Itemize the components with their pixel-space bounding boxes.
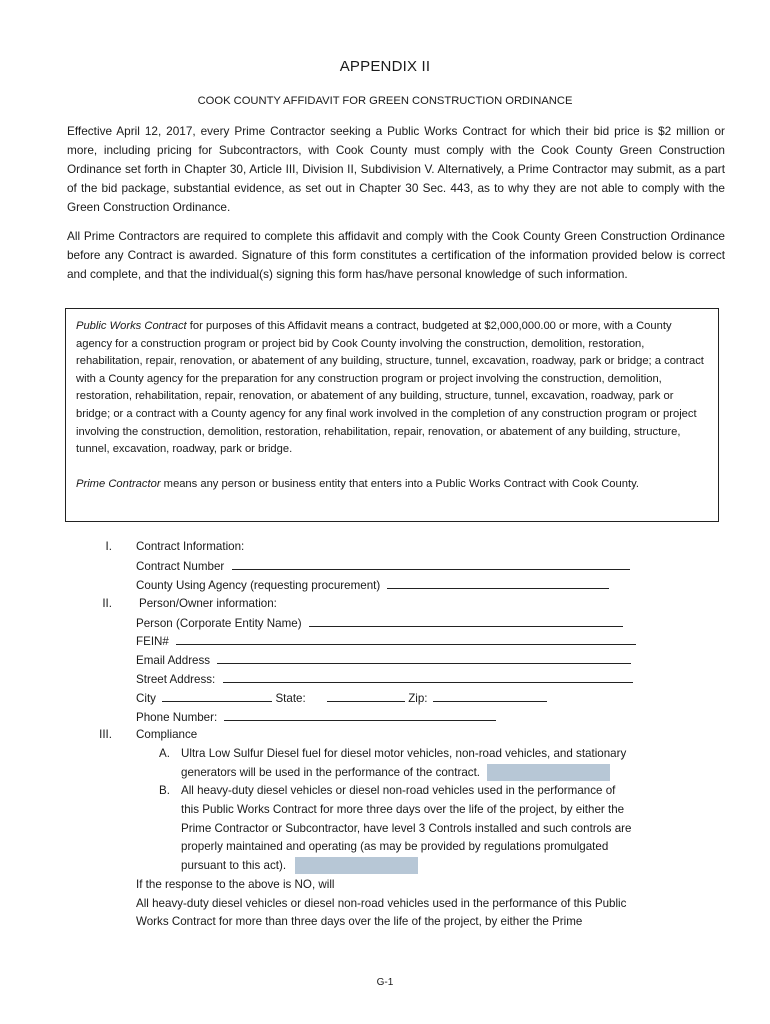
section-2-heading: Person/Owner information: <box>139 597 277 610</box>
page-number: G-1 <box>376 977 394 988</box>
definition-public-works-contract <box>76 318 708 459</box>
item-a-letter: A. <box>159 747 170 760</box>
street-label: Street Address: <box>136 673 216 686</box>
item-a-row-2 <box>181 763 610 782</box>
city-label: City <box>136 692 156 705</box>
person-label: Person (Corporate Entity Name) <box>136 617 302 630</box>
section-3-numeral: III. <box>99 728 112 741</box>
item-b-row-5 <box>181 856 418 875</box>
definition-term-public-works-contract: Public Works Contract <box>76 320 187 332</box>
definition-text-public-works-contract: for purposes of this Affidavit means a contract, budgeted at $2,000,000.00 or more, with a County agency for a construction program or project bid by Cook County involving the construction, demolition, restoration, rehabilitation, repair, renovation, or abatement of any building, structure, tunnel, excavation, roadway, park or bridge; a contract with a County agency for the preparation for any construction program or project involving the construction, demolition, restoration, rehabilitation, repair, renovation, or abatement of any building, structure, tunnel, excavation, roadway, park or bridge; or a contract with a County agency for any final work involved in the completion of any construction program or project involving the construction, demolition, restoration, rehabilitation, repair, renovation, or abatement of any building, structure, tunnel, excavation, roadway, park or bridge. <box>76 320 704 456</box>
section-1-numeral: I. <box>105 540 112 553</box>
section-3-heading: Compliance <box>136 728 198 741</box>
followup-text-2: All heavy-duty diesel vehicles or diesel non-road vehicles used in the performance of this Public <box>136 897 627 910</box>
item-b-row-2 <box>181 800 624 819</box>
contract-number-label: Contract Number <box>136 560 225 573</box>
section-2-numeral: II. <box>102 597 112 610</box>
contract-number-field[interactable] <box>232 556 630 570</box>
agency-label: County Using Agency (requesting procurement) <box>136 579 381 592</box>
followup-row-1 <box>136 875 334 894</box>
item-b-letter: B. <box>159 784 170 797</box>
email-row <box>136 650 631 669</box>
street-field[interactable] <box>223 669 633 683</box>
city-field[interactable] <box>162 688 272 702</box>
definition-term-prime-contractor: Prime Contractor <box>76 477 161 490</box>
item-b-text-4: properly maintained and operating (as may be provided by regulations promulgated <box>181 840 609 853</box>
person-field[interactable] <box>309 613 623 627</box>
item-a-text-1: Ultra Low Sulfur Diesel fuel for diesel motor vehicles, non-road vehicles, and stationary <box>181 747 627 760</box>
section-1-heading: Contract Information: <box>136 540 245 553</box>
item-b-text-1: All heavy-duty diesel vehicles or diesel non-road vehicles used in the performance of <box>181 784 616 797</box>
zip-field[interactable] <box>433 688 547 702</box>
definition-prime-contractor <box>76 476 708 494</box>
agency-row <box>136 575 609 594</box>
state-label: State: <box>275 692 306 705</box>
fein-label: FEIN# <box>136 635 169 648</box>
email-field[interactable] <box>217 650 631 664</box>
item-b-row-4 <box>181 837 608 856</box>
email-label: Email Address <box>136 654 211 667</box>
intro-paragraph-effective-date: Effective April 12, 2017, every Prime Contractor seeking a Public Works Contract for which their bid price is $2 million or more, including pricing for Subcontractors, with Cook County must comply with the Cook County Green Construction Ordinance set forth in Chapter 30, Article III, Division II, Subdivision V. Alternatively, a Prime Contractor may submit, as a part of the bid package, substantial evidence, as set out in Chapter 30 Sec. 443, as to why they are not able to comply with the Green Construction Ordinance. <box>67 124 725 214</box>
contract-number-row <box>136 556 630 575</box>
item-b-text-3: Prime Contractor or Subcontractor, have level 3 Controls installed and such controls are <box>181 822 632 835</box>
phone-field[interactable] <box>224 707 496 721</box>
followup-row-3 <box>136 912 582 931</box>
phone-row <box>136 707 496 726</box>
city-state-zip-row <box>136 688 547 707</box>
person-row <box>136 613 623 632</box>
fein-row <box>136 631 636 650</box>
followup-text-3: Works Contract for more than three days over the life of the project, by either the Prime <box>136 915 583 928</box>
item-b-response-field[interactable] <box>295 857 418 874</box>
item-b-row-3 <box>181 819 631 838</box>
fein-field[interactable] <box>176 631 636 645</box>
zip-label: Zip: <box>408 692 428 705</box>
street-row <box>136 669 633 688</box>
item-a-text-2: generators will be used in the performance of the contract. <box>181 766 481 779</box>
item-b-text-2: this Public Works Contract for more three days over the life of the project, by either the <box>181 803 625 816</box>
definitions-box <box>65 308 719 522</box>
form-subtitle: COOK COUNTY AFFIDAVIT FOR GREEN CONSTRUCTION ORDINANCE <box>197 95 573 107</box>
definition-text-prime-contractor: means any person or business entity that enters into a Public Works Contract with Cook County. <box>160 477 639 490</box>
phone-label: Phone Number: <box>136 711 218 724</box>
followup-text-1: If the response to the above is NO, will <box>136 878 335 891</box>
agency-field[interactable] <box>387 575 609 589</box>
state-field[interactable] <box>327 688 405 702</box>
item-b-text-5: pursuant to this act). <box>181 859 287 872</box>
followup-row-2 <box>136 894 626 913</box>
item-a-response-field[interactable] <box>487 764 610 781</box>
intro-paragraph-requirements: All Prime Contractors are required to complete this affidavit and comply with the Cook County Green Construction Ordinance before any Contract is awarded. Signature of this form constitutes a certification of the information provided below is correct and complete, and that the individual(s) signing this form has/have personal knowledge of such information. <box>67 229 725 281</box>
page-title: APPENDIX II <box>339 58 431 75</box>
